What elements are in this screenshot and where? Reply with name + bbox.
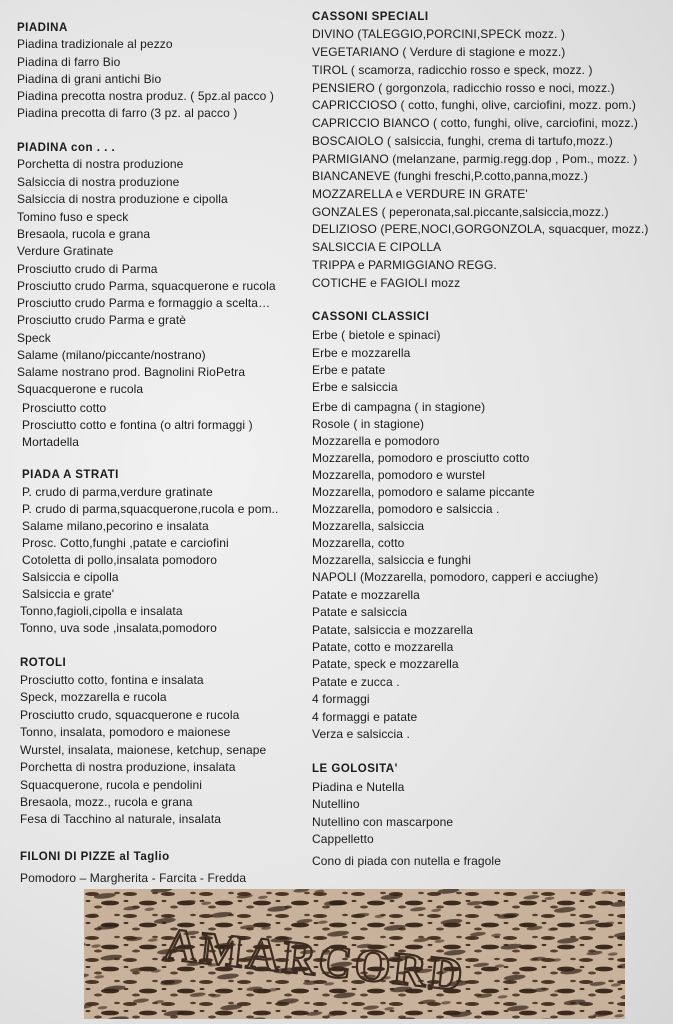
menu-item: Tomino fuso e speck [17,210,129,224]
menu-item: Salsiccia di nostra produzione e cipolla [17,192,228,206]
menu-item: Patate, salsiccia e mozzarella [312,623,474,637]
menu-item: Rosole ( in stagione) [312,417,425,431]
menu-item: Prosciutto cotto e fontina (o altri formaggi ) [22,418,253,432]
menu-item: VEGETARIANO ( Verdure di stagione e mozz.) [312,45,566,59]
menu-item: Mozzarella, pomodoro e prosciutto cotto [312,451,530,465]
menu-item: Verza e salsiccia . [312,727,410,741]
menu-item: SALSICCIA E CIPOLLA [312,240,442,254]
menu-item: Prosciutto crudo di Parma [17,262,158,276]
amarcord-logo-banner [84,889,625,1019]
menu-item: Patate e salsiccia [312,605,408,619]
menu-item: P. crudo di parma,verdure gratinate [22,485,213,499]
menu-item: Nutellino [312,797,360,811]
menu-item: DIVINO (TALEGGIO,PORCINI,SPECK mozz. ) [312,27,565,41]
section-title-piada-a-strati: PIADA A STRATI [22,469,119,481]
menu-item: Piadina tradizionale al pezzo [17,37,173,51]
menu-item: Mozzarella, salsiccia e funghi [312,553,472,567]
menu-item: DELIZIOSO (PERE,NOCI,GORGONZOLA, squacquer, mozz.) [312,222,649,236]
menu-item: Prosciutto crudo Parma e formaggio a scelta… [17,296,271,310]
menu-item: Prosciutto crudo Parma, squacquerone e rucola [17,279,276,293]
menu-item: Wurstel, insalata, maionese, ketchup, senape [20,743,267,757]
menu-item: Salame nostrano prod. Bagnolini RioPetra [17,365,246,379]
menu-item: Bresaola, rucola e grana [17,227,151,241]
logo-text: AMARCORD [161,918,469,1001]
menu-item: MOZZARELLA e VERDURE IN GRATE' [312,187,528,201]
menu-item: Mozzarella, pomodoro e salame piccante [312,485,535,499]
menu-item: Nutellino con mascarpone [312,815,454,829]
menu-item: Mozzarella, pomodoro e salsiccia . [312,502,500,516]
menu-item: Cotoletta di pollo,insalata pomodoro [22,553,218,567]
menu-item: Prosciutto crudo, squacquerone e rucola [20,708,240,722]
menu-item: Mozzarella, pomodoro e wurstel [312,468,486,482]
menu-item: BIANCANEVE (funghi freschi,P.cotto,panna,mozz.) [312,169,588,183]
menu-item: COTICHE e FAGIOLI mozz [312,276,461,290]
menu-item: Salame (milano/piccante/nostrano) [17,348,206,362]
menu-item: Cono di piada con nutella e fragole [312,854,501,868]
menu-item: Patate e zucca . [312,675,400,689]
wood-texture-logo [84,889,625,1019]
menu-item: Patate, speck e mozzarella [312,657,459,671]
section-title-cassoni-classici: CASSONI CLASSICI [312,311,430,323]
menu-item: Tonno,fagioli,cipolla e insalata [20,604,183,618]
menu-item: Porchetta di nostra produzione, insalata [20,760,236,774]
menu-item: Patate e mozzarella [312,588,420,602]
menu-item: Prosc. Cotto,funghi ,patate e carciofini [22,536,229,550]
menu-item: Piadina precotta nostra produz. ( 5pz.al pacco ) [17,89,274,103]
menu-item: NAPOLI (Mozzarella, pomodoro, capperi e acciughe) [312,570,599,584]
menu-item: Porchetta di nostra produzione [17,157,184,171]
menu-item: Salame milano,pecorino e insalata [22,519,209,533]
menu-item: PARMIGIANO (melanzane, parmig.regg.dop , Pom., mozz. ) [312,152,638,166]
menu-item: Salsiccia di nostra produzione [17,175,180,189]
menu-item: Erbe e patate [312,363,386,377]
menu-item: Mozzarella, salsiccia [312,519,425,533]
section-title-piadina: PIADINA [17,22,68,34]
menu-item: Mortadella [22,435,80,449]
menu-item: Cappelletto [312,832,374,846]
section-title-rotoli: ROTOLI [20,657,67,669]
section-title-filoni-di-pizze: FILONI DI PIZZE al Taglio [20,851,170,863]
menu-item: CAPRICCIO BIANCO ( cotto, funghi, olive, carciofini, mozz.) [312,116,638,130]
menu-item: Erbe di campagna ( in stagione) [312,400,486,414]
menu-item: GONZALES ( peperonata,sal.piccante,salsiccia,mozz.) [312,205,609,219]
menu-item: Mozzarella e pomodoro [312,434,440,448]
menu-item: Speck, mozzarella e rucola [20,690,167,704]
menu-item: Bresaola, mozz., rucola e grana [20,795,193,809]
menu-item: Pomodoro – Margherita - Farcita - Fredda [20,871,247,885]
menu-item: Verdure Gratinate [17,244,114,258]
menu-item: Piadina di farro Bio [17,55,121,69]
menu-item: PENSIERO ( gorgonzola, radicchio rosso e noci, mozz.) [312,81,615,95]
menu-item: Squacquerone, rucola e pendolini [20,778,202,792]
menu-item: 4 formaggi e patate [312,710,418,724]
menu-item: Patate, cotto e mozzarella [312,640,454,654]
menu-item: CAPRICCIOSO ( cotto, funghi, olive, carciofini, mozz. pom.) [312,98,636,112]
section-title-piadina-con: PIADINA con . . . [17,142,116,154]
menu-item: Salsiccia e grate' [22,587,115,601]
menu-item: Squacquerone e rucola [17,382,144,396]
menu-item: Erbe e salsiccia [312,380,398,394]
menu-item: Prosciutto crudo Parma e gratè [17,313,187,327]
menu-item: Piadina precotta di farro (3 pz. al pacco ) [17,106,238,120]
section-title-cassoni-speciali: CASSONI SPECIALI [312,11,429,23]
menu-item: Erbe e mozzarella [312,346,411,360]
menu-item: Mozzarella, cotto [312,536,405,550]
menu-item: Speck [17,331,51,345]
menu-item: Piadina e Nutella [312,780,405,794]
menu-item: Erbe ( bietole e spinaci) [312,328,441,342]
menu-item: Tonno, uva sode ,insalata,pomodoro [20,621,217,635]
menu-item: Piadina di grani antichi Bio [17,72,162,86]
menu-item: TIROL ( scamorza, radicchio rosso e speck, mozz. ) [312,63,593,77]
menu-item: Prosciutto cotto [22,401,107,415]
menu-item: Prosciutto cotto, fontina e insalata [20,673,204,687]
menu-item: TRIPPA e PARMIGGIANO REGG. [312,258,497,272]
menu-item: Tonno, insalata, pomodoro e maionese [20,725,231,739]
menu-item: Salsiccia e cipolla [22,570,119,584]
menu-item: 4 formaggi [312,692,370,706]
menu-item: Fesa di Tacchino al naturale, insalata [20,812,222,826]
menu-item: BOSCAIOLO ( salsiccia, funghi, crema di tartufo,mozz.) [312,134,613,148]
section-title-le-golosita: LE GOLOSITA' [312,763,398,775]
menu-item: P. crudo di parma,squacquerone,rucola e pom.. [22,502,279,516]
